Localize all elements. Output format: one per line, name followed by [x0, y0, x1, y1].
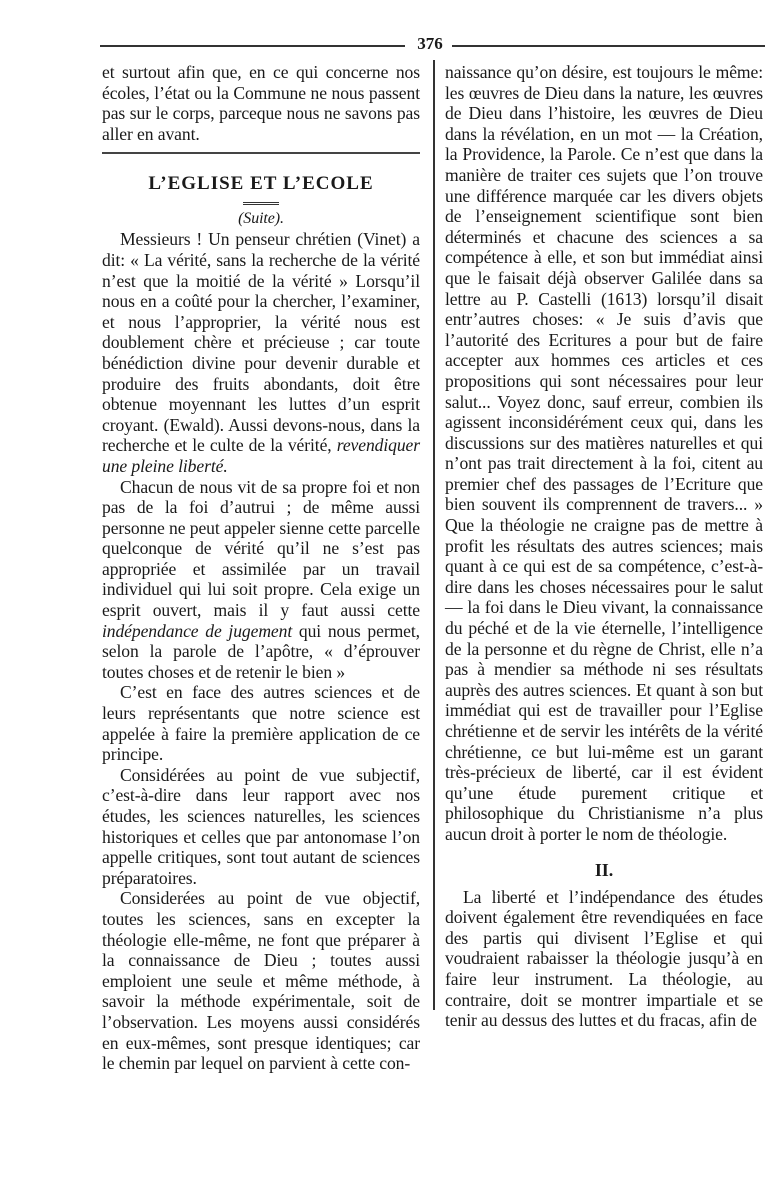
- paragraph-2: [102, 477, 420, 683]
- page-header: [100, 34, 765, 56]
- continuation-paragraph: et surtout afin que, en ce qui concerne nos écoles, l’état ou la Commune ne nous passent pas sur le corps, parceque nous ne savons pas aller en avant.: [102, 62, 420, 144]
- right-paragraph-2: La liberté et l’indépendance des études doivent également être revendiquées en face des partis qui divisent l’Eglise et qui voudraient rabaisser la théologie jusqu’à en faire leur instrument. La théologie, au contraire, doit se montrer impartiale et se tenir au dessus des luttes et du fracas, afin de: [445, 886, 763, 1031]
- article-subtitle: (Suite).: [238, 210, 284, 228]
- paragraph-3: C’est en face des autres sciences et de leurs représentants que notre science est appelée à faire la première application de ce principe.: [102, 682, 420, 765]
- paragraph-2-text-after: qui nous permet, selon la parole de l’apôtre, « d’éprouver toutes choses et de retenir le bien »: [102, 620, 420, 682]
- paragraph-2-text: Chacun de nous vit de sa propre foi et non pas de la foi d’autrui ; de même aussi personne ne peut appeler sienne cette parcelle quelconque de vérité qu’il ne s’est pas appropriée et assimilée par un travail individuel qui lui soit propre. Cela exige un esprit ouvert, mais il y faut aussi cette: [102, 476, 420, 621]
- article-title: L’EGLISE ET L’ECOLE: [148, 173, 374, 195]
- paragraph-2-emphasis: indépendance de jugement: [102, 620, 293, 641]
- section-number: II.: [594, 859, 614, 880]
- title-rule: [243, 202, 279, 205]
- right-column: [445, 62, 763, 1031]
- paragraph-5: Considerées au point de vue objectif, toutes les sciences, sans en excepter la théologie elle-même, ne font que préparer à la connaissance de Dieu ; toutes aussi emploient une seule et même méthode, à savoir la méthode expérimentale, soit de l’observation. Les moyens aussi considérés en eux-mêmes, sont presque identiques; car le chemin par lequel on parvient à cette con-: [102, 888, 420, 1074]
- paragraph-1-emphasis: revendiquer une pleine liberté.: [102, 435, 420, 476]
- paragraph-1-text: Messieurs ! Un penseur chrétien (Vinet) a dit: « La vérité, sans la recherche de la vérité n’est que la moitié de la vérité » Lorsqu’il nous en a coûté pour la chercher, l’examiner, et nous l’approprier, la vérité nous est doublement chère et précieuse ; car toute bénédiction divine pour devenir durable et produire des fruits abondants, doit être obtenue moyennant les luttes d’un esprit croyant. (Ewald). Aussi devons-nous, dans la recherche et le culte de la vérité,: [102, 229, 420, 456]
- header-rule-left: [100, 45, 405, 47]
- section-rule: [102, 152, 420, 154]
- left-column: [102, 62, 420, 1074]
- page-number: 376: [417, 34, 443, 53]
- column-divider: [433, 60, 435, 1010]
- paragraph-1: [102, 229, 420, 476]
- right-paragraph-1: naissance qu’on désire, est toujours le même: les œuvres de Dieu dans la nature, les œuvres de Dieu dans l’histoire, les œuvres de Dieu dans la révélation, en un mot — la Création, la Providence, la Parole. Ce n’est que dans la manière de traiter ces sujets que l’on trouve une différence marquée car les divers objets de l’enseignement scientifique sont bien déterminés et chacune des sciences a sa compétence à elle, et son but immédiat ainsi que le faisait déjà observer Galilée dans sa lettre au P. Castelli (1613) lorsqu’il disait entr’autres choses: « Je suis d’avis que l’autorité des Ecritures a pour but de faire accepter aux hommes ces articles et ces propositions qui sont nécessaires pour leur salut... Voyez donc, sauf erreur, combien ils agissent inconsidérément ceux qui, dans les discussions sur des matières naturelles et qui n’ont pas trait directement à la foi, citent au premier chef des passages de l’Ecriture que bien souvent ils comprennent de travers... » Que la théologie ne craigne pas de mettre à profit les résultats des autres sciences; mais quant à ce qui est de sa compétence, c’est-à-dire dans les choses nécessaires pour le salut — la foi dans le Dieu vivant, la connaissance du péché et de la vie éternelle, l’intelligence de la personne et du règne de Christ, elle n’a pas à mendier sa méthode ni ses résultats auprès des autres sciences. Et quant à son but immédiat qui est de travailler pour l’Eglise chrétienne et de servir les intérêts de la vérité chrétienne, ce but lui-même est un garant très-précieux de liberté, car il est évident qu’une étude purement critique et philosophique du Christianisme n’a plus aucun droit à porter le nom de théologie.: [445, 62, 763, 844]
- paragraph-4: Considérées au point de vue subjectif, c’est-à-dire dans leur rapport avec nos études, les sciences naturelles, les sciences historiques et celles que par antonomase l’on appelle critiques, sont tout autant de sciences préparatoires.: [102, 764, 420, 888]
- header-rule-right: [452, 45, 765, 47]
